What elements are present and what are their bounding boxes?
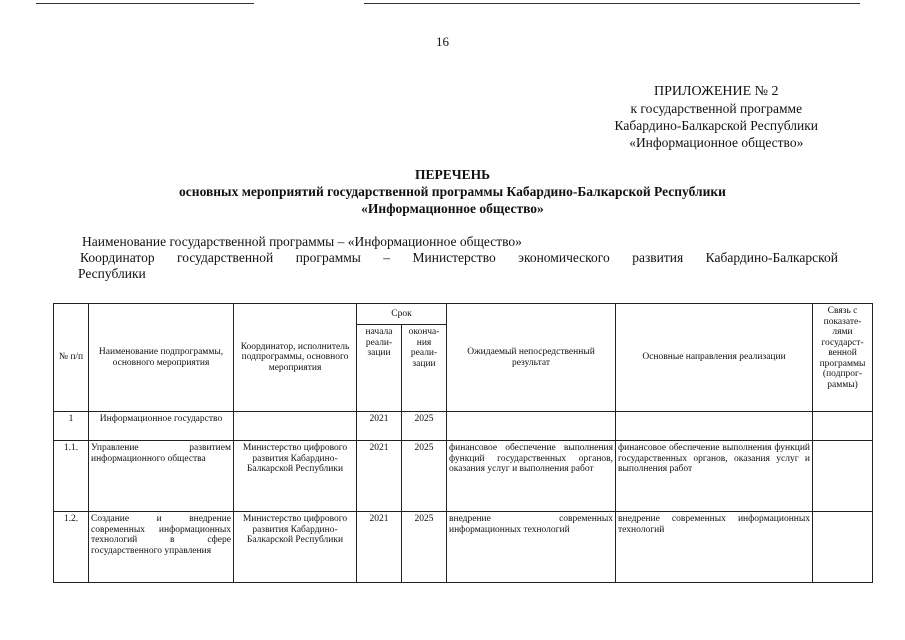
header-num: № п/п bbox=[54, 304, 89, 412]
cell-end: 2025 bbox=[402, 512, 447, 583]
table-row bbox=[54, 412, 873, 441]
appendix-block bbox=[615, 83, 818, 151]
cell-coordinator: Министерство цифрового развития Кабардино-Балкарской Республики bbox=[234, 512, 357, 583]
table-row bbox=[54, 512, 873, 583]
header-name: Наименование подпрограммы, основного мероприятия bbox=[89, 304, 234, 412]
appendix-line-3: «Информационное общество» bbox=[629, 135, 804, 150]
cell-directions: финансовое обеспечение выполнения функций государственных органов, оказания услуг и выполнения работ bbox=[616, 441, 813, 512]
cell-directions bbox=[616, 412, 813, 441]
cell-name: Создание и внедрение современных информационных технологий в сфере государственного управления bbox=[89, 512, 234, 583]
intro-block bbox=[80, 234, 838, 282]
cell-link bbox=[813, 412, 873, 441]
header-result: Ожидаемый непосредственный результат bbox=[447, 304, 616, 412]
header-period: Срок bbox=[357, 304, 447, 325]
appendix-line-1: к государственной программе bbox=[630, 101, 803, 116]
cell-end: 2025 bbox=[402, 412, 447, 441]
header-link: Связь с показате-лями государст-венной программы (подпрог-раммы) bbox=[813, 304, 873, 412]
cell-name: Управление развитием информационного общества bbox=[89, 441, 234, 512]
coordinator-line: Координатор государственной программы – Министерство экономического развития Кабардино-Балкарской bbox=[80, 250, 838, 265]
appendix-line-2: Кабардино-Балкарской Республики bbox=[614, 118, 818, 133]
title-line-2: основных мероприятий государственной программы Кабардино-Балкарской Республики bbox=[179, 184, 726, 199]
cell-num: 1 bbox=[54, 412, 89, 441]
cell-result: внедрение современных информационных технологий bbox=[447, 512, 616, 583]
cell-directions: внедрение современных информационных технологий bbox=[616, 512, 813, 583]
cell-result: финансовое обеспечение выполнения функций государственных органов, оказания услуг и выполнения работ bbox=[447, 441, 616, 512]
top-rule-right bbox=[364, 3, 860, 4]
cell-name: Информационное государство bbox=[89, 412, 234, 441]
program-name-line: Наименование государственной программы – «Информационное общество» bbox=[82, 234, 522, 249]
cell-link bbox=[813, 512, 873, 583]
title-line-3: «Информационное общество» bbox=[361, 201, 544, 216]
page-number: 16 bbox=[436, 34, 449, 49]
cell-start: 2021 bbox=[357, 412, 402, 441]
cell-coordinator bbox=[234, 412, 357, 441]
cell-num: 1.2. bbox=[54, 512, 89, 583]
cell-coordinator: Министерство цифрового развития Кабардино-Балкарской Республики bbox=[234, 441, 357, 512]
title-line-1: ПЕРЕЧЕНЬ bbox=[414, 167, 491, 182]
cell-end: 2025 bbox=[402, 441, 447, 512]
document-title bbox=[0, 166, 905, 217]
cell-result bbox=[447, 412, 616, 441]
appendix-heading: ПРИЛОЖЕНИЕ № 2 bbox=[654, 84, 779, 99]
top-rule-left bbox=[36, 3, 254, 4]
header-directions: Основные направления реализации bbox=[616, 304, 813, 412]
header-coordinator: Координатор, исполнитель подпрограммы, основного мероприятия bbox=[234, 304, 357, 412]
header-start: начала реали-зации bbox=[357, 325, 402, 412]
cell-start: 2021 bbox=[357, 441, 402, 512]
cell-link bbox=[813, 441, 873, 512]
header-end: оконча-ния реали-зации bbox=[402, 325, 447, 412]
cell-start: 2021 bbox=[357, 512, 402, 583]
cell-num: 1.1. bbox=[54, 441, 89, 512]
coordinator-line-end: Республики bbox=[78, 266, 146, 281]
measures-table bbox=[53, 303, 873, 583]
table-row bbox=[54, 441, 873, 512]
